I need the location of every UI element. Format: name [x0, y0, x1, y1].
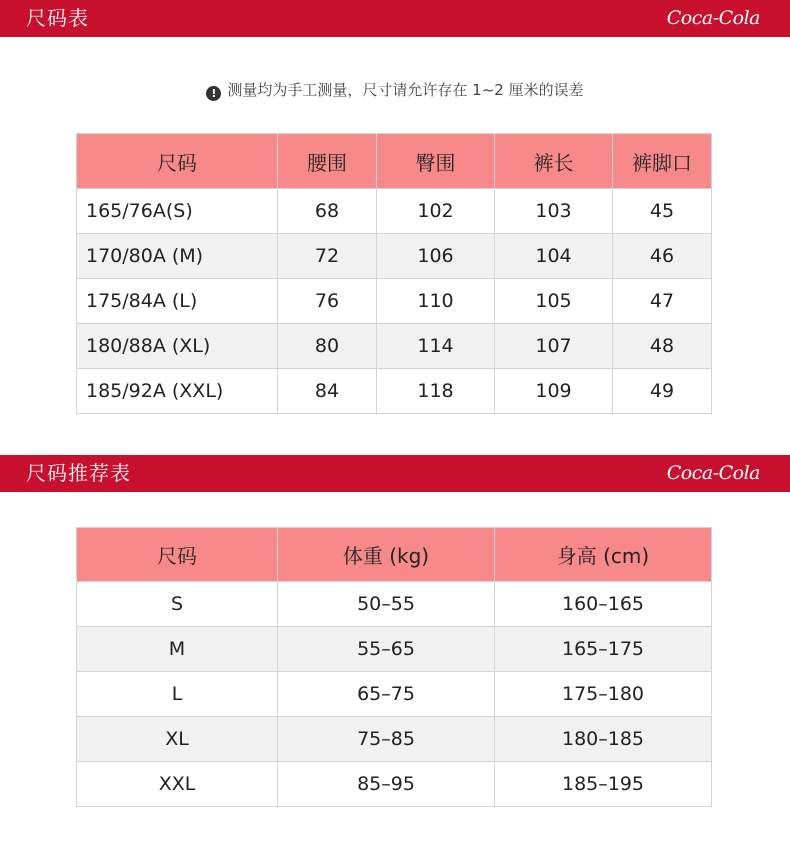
table-cell: M — [77, 627, 278, 672]
table-cell: 107 — [495, 324, 613, 369]
table-cell: 80 — [278, 324, 377, 369]
table-cell: 55–65 — [278, 627, 495, 672]
table-cell: 105 — [495, 279, 613, 324]
header-cell: 尺码 — [77, 528, 278, 582]
exclamation-icon: ! — [206, 86, 221, 101]
table-cell: 109 — [495, 369, 613, 414]
brand-logo: Coca-Cola — [666, 462, 760, 484]
table-cell: S — [77, 582, 278, 627]
table-row — [77, 369, 712, 414]
table-cell: 49 — [613, 369, 712, 414]
size-chart-table — [76, 133, 712, 414]
table-row — [77, 717, 712, 762]
table-cell: 114 — [377, 324, 495, 369]
header-cell: 尺码 — [77, 134, 278, 189]
table-cell: 160–165 — [495, 582, 712, 627]
header-cell: 身高 (cm) — [495, 528, 712, 582]
table-cell: 165–175 — [495, 627, 712, 672]
header-cell: 体重 (kg) — [278, 528, 495, 582]
table-row — [77, 279, 712, 324]
table-cell: 84 — [278, 369, 377, 414]
table-cell: 47 — [613, 279, 712, 324]
header-cell: 裤长 — [495, 134, 613, 189]
table-row — [77, 672, 712, 717]
table-cell: 85–95 — [278, 762, 495, 807]
table-cell: 165/76A(S) — [77, 189, 278, 234]
table-cell: 180–185 — [495, 717, 712, 762]
table-row — [77, 582, 712, 627]
table-row — [77, 234, 712, 279]
brand-logo: Coca-Cola — [666, 7, 760, 29]
table-cell: 175/84A (L) — [77, 279, 278, 324]
table-cell: 180/88A (XL) — [77, 324, 278, 369]
table-cell: XXL — [77, 762, 278, 807]
table-row — [77, 762, 712, 807]
measurement-note — [0, 79, 790, 101]
table-header-row — [77, 134, 712, 189]
table-cell: 106 — [377, 234, 495, 279]
table-cell: 104 — [495, 234, 613, 279]
table-cell: 76 — [278, 279, 377, 324]
table-cell: L — [77, 672, 278, 717]
header-cell: 臀围 — [377, 134, 495, 189]
measurement-note-text: 测量均为手工测量，尺寸请允许存在 1~2 厘米的误差 — [227, 81, 584, 99]
header-cell: 腰围 — [278, 134, 377, 189]
table-cell: 46 — [613, 234, 712, 279]
table-cell: 185/92A (XXL) — [77, 369, 278, 414]
table-cell: 65–75 — [278, 672, 495, 717]
table-cell: 75–85 — [278, 717, 495, 762]
size-chart-header-band — [0, 0, 790, 37]
table-cell: 185–195 — [495, 762, 712, 807]
table-cell: 103 — [495, 189, 613, 234]
recommend-chart-header-band — [0, 455, 790, 492]
table-row — [77, 189, 712, 234]
recommend-chart-title: 尺码推荐表 — [26, 461, 131, 485]
size-chart-title: 尺码表 — [26, 6, 89, 30]
table-cell: XL — [77, 717, 278, 762]
table-cell: 175–180 — [495, 672, 712, 717]
table-cell: 48 — [613, 324, 712, 369]
recommend-chart-table — [76, 527, 712, 807]
table-cell: 68 — [278, 189, 377, 234]
table-cell: 72 — [278, 234, 377, 279]
table-cell: 50–55 — [278, 582, 495, 627]
table-cell: 102 — [377, 189, 495, 234]
table-cell: 110 — [377, 279, 495, 324]
table-cell: 118 — [377, 369, 495, 414]
table-row — [77, 627, 712, 672]
table-row — [77, 324, 712, 369]
table-header-row — [77, 528, 712, 582]
table-cell: 45 — [613, 189, 712, 234]
header-cell: 裤脚口 — [613, 134, 712, 189]
table-cell: 170/80A (M) — [77, 234, 278, 279]
